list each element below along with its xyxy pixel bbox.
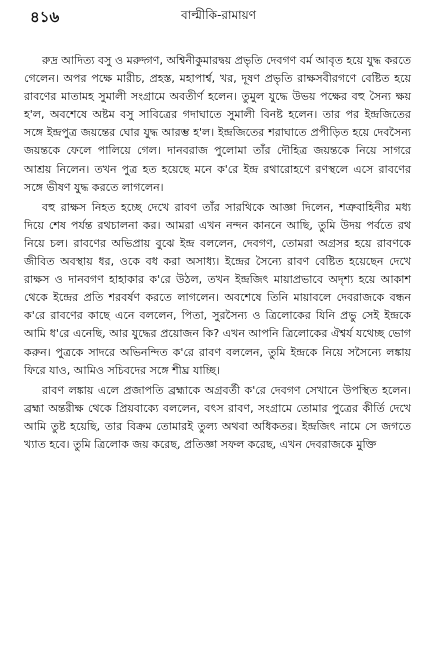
- paragraph: রুদ্র আদিত্য বসু ও মরুদ্গণ, অশ্বিনীকুমারদ্বয় প্রভৃতি দেবগণ বর্ম আবৃত হয়ে যুদ্ধ করতে গেলেন। অপর পক্ষে মারীচ, প্রহস্ত, মহাপার্শ্ব, খর, দূষণ প্রভৃতি রাক্ষসবীরগণে বেষ্টিত হয়ে রাবণের মাতামহ সুমালী সংগ্রামে অবতীর্ণ হলেন। তুমুল যুদ্ধে উভয় পক্ষের বহু সৈন্য ক্ষয় হ'ল, অবশেষে অষ্টম বসু সাবিত্রের গদাঘাতে সুমালী বিনষ্ট হলেন। তার পর ইন্দ্রজিতের সঙ্গে ইন্দ্রপুত্র জয়ন্তের ঘোর যুদ্ধ আরম্ভ হ'ল। ইন্দ্রজিতের শরাঘাতে প্রপীড়িত হয়ে দেবসৈন্য জয়ন্তকে ফেলে পালিয়ে গেল। দানবরাজ পুলোমা তাঁর দৌহিত্র জয়ন্তকে নিয়ে সাগরে আশ্রয় নিলেন। তখন পুত্র হত হয়েছে মনে ক'রে ইন্দ্র রথারোহণে রণস্থলে এসে রাবণের সঙ্গে ভীষণ যুদ্ধ করতে লাগলেন।: [24, 54, 411, 194]
- page-number: ৪১৬: [30, 8, 60, 26]
- paragraph: রাবণ লঙ্কায় এলে প্রজাপতি ব্রহ্মাকে অগ্রবর্তী ক'রে দেবগণ সেখানে উপস্থিত হলেন। ব্রহ্মা অন্তরীক্ষ থেকে প্রিয়বাক্যে বললেন, বৎস রাবণ, সংগ্রামে তোমার পুত্রের কীর্তি দেখে আমি তুষ্ট হয়েছি, তার বিক্রম তোমারই তুল্য অথবা অধিকতর। ইন্দ্রজিৎ নামে সে জগতে খ্যাত হবে। তুমি ত্রিলোক জয় করেছ, প্রতিজ্ঞা সফল করেছ, এখন দেবরাজকে মুক্তি: [24, 383, 411, 451]
- page-header: [30, 2, 407, 28]
- paragraph: বহু রাক্ষস নিহত হচ্ছে দেখে রাবণ তাঁর সারথিকে আজ্ঞা দিলেন, শত্রুবাহিনীর মধ্য দিয়ে শেষ পর্যন্ত রথচালনা কর। আমরা এখন নন্দন কাননে আছি, তুমি উদয় পর্বতে রথ নিয়ে চল। রাবণের অভিপ্রায় বুঝে ইন্দ্র বললেন, দেবগণ, তোমরা অগ্রসর হয়ে রাবণকে জীবিত অবস্থায় ধর, ওকে বধ করা অসাধ্য। ইন্দ্রের সৈন্যে রাবণ বেষ্টিত হয়েছেন দেখে রাক্ষস ও দানবগণ হাহাকার ক'রে উঠল, তখন ইন্দ্রজিৎ মায়াপ্রভাবে অদৃশ্য হয়ে আকাশ থেকে ইন্দ্রের প্রতি শরবর্ষণ করতে লাগলেন। অবশেষে তিনি মায়াবলে দেবরাজকে বন্ধন ক'রে রাবণের কাছে এনে বললেন, পিতা, সুরসৈন্য ও ত্রিলোকের যিনি প্রভু সেই ইন্দ্রকে আমি ধ'রে এনেছি, আর যুদ্ধের প্রয়োজন কি? এখন আপনি ত্রিলোকের ঐশ্বর্য যথেচ্ছ ভোগ করুন। পুত্রকে সাদরে অভিনন্দিত ক'রে রাবণ বললেন, তুমি ইন্দ্রকে নিয়ে সসৈন্যে লঙ্কায় ফিরে যাও, আমিও সচিবদের সঙ্গে শীঘ্র যাচ্ছি।: [24, 200, 411, 377]
- running-title: বাল্মীকি-রামায়ণ: [181, 8, 256, 22]
- body-text: [24, 52, 411, 456]
